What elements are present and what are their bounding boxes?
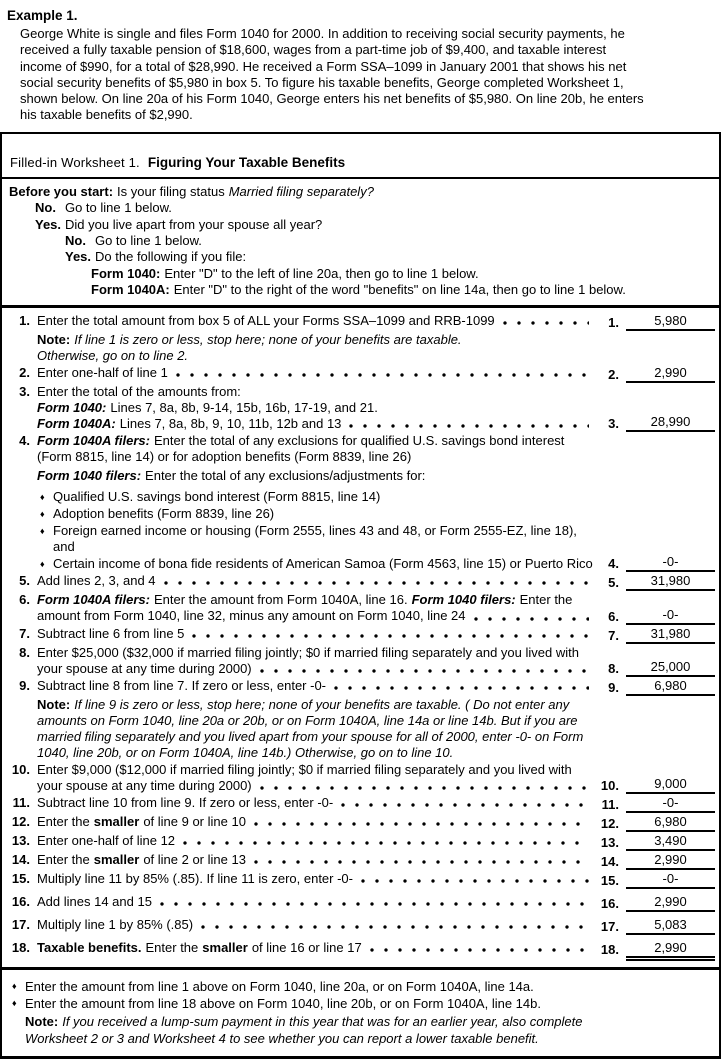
example-body-row: George White is single and files Form 1040 for 2000. In addition to receiving social security payments, he [20, 26, 625, 41]
amount-line-number: 5. [608, 575, 619, 591]
line-text-block [37, 384, 595, 432]
line-text: Subtract line 6 from line 5 [37, 625, 185, 641]
line-amount [597, 365, 715, 383]
amount-value-final: 2,990 [626, 940, 715, 958]
amount-line-number: 11. [601, 797, 619, 813]
worksheet-line-6 [4, 592, 715, 624]
amount-line-number: 13. [600, 835, 619, 851]
line-text: Subtract line 10 from line 9. If zero or less, enter -0- [37, 795, 334, 811]
amount-line-number: 16. [600, 896, 619, 912]
note-label: Note: [37, 331, 71, 347]
amount-value: 2,990 [626, 365, 715, 383]
amount-value: 2,990 [626, 894, 715, 912]
before-yes2-row [65, 249, 711, 265]
form-1040a-label: Form 1040A: [91, 282, 170, 298]
line-text-block [37, 852, 595, 868]
example-body-row: shown below. On line 20a of his Form 1040, George enters his net benefits of $5,980. On line 20b, he enters [20, 91, 644, 107]
line-text-block [37, 833, 595, 849]
line-text: Multiply line 1 by 85% (.85) [37, 917, 194, 933]
line-text-block [37, 433, 595, 572]
bullet-text: Foreign earned income or housing (Form 2555, lines 43 and 48, or Form 2555-EZ, line 18), [53, 522, 577, 538]
line-text-row: Enter the total of the amounts from: [37, 383, 241, 399]
line-text: Add lines 14 and 15 [37, 894, 152, 910]
line-text-row [37, 313, 595, 329]
line-number: 18. [11, 940, 30, 956]
dot-leader [160, 901, 589, 907]
example-heading: Example 1. [7, 8, 78, 23]
dot-leader [503, 320, 589, 326]
no-text: Go to line 1 below. [94, 233, 202, 248]
amount-value: 2,990 [626, 852, 715, 870]
amount-line-number: 1. [608, 314, 619, 330]
exclusions-bullet-list [37, 489, 595, 572]
note-row: Worksheet 2 or 3 and Worksheet 4 to see whether you can report a lower taxable benefit. [25, 1030, 539, 1046]
form-1040-instruction: Enter "D" to the left of line 20a, then go to line 1 below. [164, 265, 479, 281]
form-1040-filers-text: Enter the [519, 592, 573, 608]
before-you-start-section [2, 179, 719, 305]
line-number: 11. [12, 795, 30, 811]
line-amount [597, 659, 715, 677]
line-text: Add lines 2, 3, and 4 [37, 573, 156, 589]
amount-value: 31,980 [626, 573, 715, 591]
form-1040-filers-text: Enter the total of any exclusions/adjustments for: [145, 468, 426, 484]
amount-line-number: 12. [600, 816, 619, 832]
worksheet-line-18 [4, 940, 715, 958]
line-number: 2. [19, 364, 30, 380]
footer-bullet-item [9, 978, 711, 995]
bullet-text: Adoption benefits (Form 8839, line 26) [53, 505, 275, 521]
worksheet-line-9 [4, 678, 715, 696]
dot-leader [254, 821, 589, 827]
form-1040a-filers-label: Form 1040A filers: [37, 433, 150, 449]
dot-leader [192, 633, 589, 639]
worksheet-box [0, 132, 721, 1059]
bullet-text: Qualified U.S. savings bond interest (Form 8815, line 14) [53, 489, 381, 505]
bullet-text: Certain income of bona fide residents of American Samoa (Form 4563, line 15) or Puerto Rico [53, 555, 593, 571]
amount-line-number: 15. [600, 873, 619, 889]
bullet-icon: ♦ [12, 998, 17, 1009]
note-label: Note: [37, 696, 71, 712]
line-text-block [37, 814, 595, 830]
note-row: Otherwise, go on to line 2. [37, 347, 189, 363]
worksheet-lines-section [2, 308, 719, 968]
line-amount [597, 414, 715, 432]
dot-leader [370, 947, 589, 953]
note-label: Note: [25, 1014, 59, 1030]
worksheet-line-2 [4, 365, 715, 383]
example-body [7, 26, 713, 124]
line-text-block [37, 626, 595, 642]
line-number: 17. [11, 917, 30, 933]
amount-line-number: 10. [600, 778, 619, 794]
line-number: 8. [19, 644, 30, 660]
line-9-note [37, 697, 715, 761]
amount-value: -0- [626, 871, 715, 889]
form-1040-filers-label: Form 1040 filers: [37, 468, 142, 484]
note-text: If line 9 is zero or less, stop here; none of your benefits are taxable. ( Do not enter any [74, 696, 570, 712]
line-text-block [37, 795, 595, 811]
line-text-row2 [37, 608, 595, 624]
line-text-row [37, 940, 595, 956]
note-row: amounts on Form 1040, line 20a or 20b, or on Form 1040A, line 14a or line 14b. But if you are [37, 712, 578, 728]
bullet-icon: ♦ [12, 981, 17, 992]
amount-line-number: 17. [600, 919, 619, 935]
form-1040a-filers-row [37, 433, 595, 449]
worksheet-title [2, 134, 719, 177]
bullet-icon: ♦ [40, 492, 45, 503]
line-text: Multiply line 11 by 85% (.85). If line 11 is zero, enter -0- [37, 871, 353, 887]
bullet-icon: ♦ [40, 508, 45, 519]
bullet-item [37, 506, 595, 523]
amount-value: -0- [626, 554, 715, 572]
form-1040a-filers-text: Enter the amount from Form 1040A, line 16. [153, 592, 408, 608]
line-text: your spouse at any time during 2000) [37, 660, 252, 676]
line-text: Enter the total amount from box 5 of ALL your Forms SSA–1099 and RRB-1099 [37, 312, 495, 328]
amount-value: 5,980 [626, 313, 715, 331]
worksheet-line-7 [4, 626, 715, 644]
amount-value: 6,980 [626, 678, 715, 696]
amount-line-number: 7. [608, 627, 619, 643]
line-amount [597, 776, 715, 794]
dot-leader [260, 668, 589, 674]
line-amount [597, 607, 715, 625]
worksheet-line-15 [4, 871, 715, 889]
line-number: 3. [19, 383, 30, 399]
amount-line-number: 18. [600, 942, 619, 958]
amount-value: 3,490 [626, 833, 715, 851]
line-text-row [37, 814, 595, 830]
line-text-row [37, 573, 595, 589]
footer-bullet-text: Enter the amount from line 1 above on Form 1040, line 20a, or on Form 1040A, line 14a. [25, 979, 534, 995]
worksheet-footer [2, 970, 719, 1056]
line-text: your spouse at any time during 2000) [37, 778, 252, 794]
worksheet-line-3 [4, 384, 715, 432]
note-row [37, 332, 715, 348]
final-lines-group [4, 871, 715, 958]
line-text-bold: smaller [93, 852, 140, 868]
amount-value: 28,990 [626, 414, 715, 432]
line-amount [597, 894, 715, 912]
yes-label: Yes. [35, 216, 62, 232]
line-number: 12. [11, 814, 30, 830]
line-text-block [37, 871, 595, 887]
line-text: of line 9 or line 10 [143, 814, 246, 830]
form-1040a-text: Lines 7, 8a, 8b, 9, 10, 11b, 12b and 13 [119, 416, 342, 431]
line-amount [597, 313, 715, 331]
form-1040a-filers-label: Form 1040A filers: [37, 592, 150, 608]
dot-leader [164, 580, 589, 586]
line-text-row [37, 678, 595, 694]
line-text-block [37, 313, 595, 329]
dot-leader [260, 785, 589, 791]
line-number: 4. [19, 433, 30, 449]
line-number: 13. [11, 833, 30, 849]
worksheet-title-text: Figuring Your Taxable Benefits [147, 154, 346, 170]
line-text-bold: smaller [202, 940, 248, 956]
form-1040-label: Form 1040: [91, 265, 161, 281]
note-row [25, 1014, 711, 1031]
example-body-row: social security benefits of $5,980 in box 5. To figure his taxable benefits, George completed Worksheet 1, [20, 74, 624, 90]
amount-line-number: 8. [608, 660, 619, 676]
line-text: Enter one-half of line 12 [37, 833, 176, 849]
worksheet-line-5 [4, 573, 715, 591]
line-text-block [37, 894, 595, 910]
bullet-item [37, 556, 595, 573]
dot-leader [201, 924, 589, 930]
line-text-row [37, 871, 595, 887]
dot-leader [349, 423, 589, 429]
line-text: Enter one-half of line 1 [37, 364, 168, 380]
line-text-row [37, 894, 595, 910]
note-row: married filing separately and you lived apart from your spouse for all of 2000, enter -0- on Form [37, 728, 584, 744]
yes-text: Do the following if you file: [95, 249, 247, 265]
bullet-item [37, 489, 595, 506]
line-amount [597, 940, 715, 958]
form-1040-filers-row [37, 468, 595, 484]
line-amount [597, 626, 715, 644]
amount-value: 25,000 [626, 659, 715, 677]
before-no2-row [65, 233, 711, 249]
dot-leader [361, 878, 589, 884]
before-yes1-row [35, 217, 711, 233]
form-1040a-instruction: Enter "D" to the right of the word "benefits" on line 14a, then go to line 1 below. [173, 282, 626, 298]
worksheet-line-16 [4, 894, 715, 912]
before-question-row [9, 184, 711, 200]
note-text: If you received a lump-sum payment in this year that was for an earlier year, also complete [62, 1014, 583, 1030]
line-text-row2 [37, 661, 595, 677]
line-text-bold-lead: Taxable benefits. [37, 940, 142, 956]
line-number: 15. [11, 871, 30, 887]
form-1040a-row [37, 416, 595, 432]
before-form1040-row [91, 266, 711, 282]
line-text: of line 16 or line 17 [251, 940, 362, 956]
footer-bullet-item [9, 995, 711, 1012]
bullet-icon: ♦ [40, 525, 45, 536]
no-text: Go to line 1 below. [64, 200, 172, 216]
line-text-bold: smaller [93, 814, 140, 830]
footer-bullet-text: Enter the amount from line 18 above on Form 1040, line 20b, or on Form 1040A, line 14b. [25, 996, 541, 1012]
worksheet-line-12 [4, 814, 715, 832]
note-row: 1040, line 20b, or on Form 1040A, line 14b.) Otherwise, go on to line 10. [37, 745, 454, 760]
worksheet-line-10 [4, 762, 715, 794]
line-amount [597, 814, 715, 832]
line-text-block [37, 592, 595, 624]
line-amount [597, 573, 715, 591]
amount-value: 31,980 [626, 626, 715, 644]
yes-label: Yes. [65, 249, 92, 265]
before-question-status: Married filing separately? [228, 183, 374, 199]
line-amount [597, 852, 715, 870]
before-no1-row [35, 200, 711, 216]
amount-value: 9,000 [626, 776, 715, 794]
line-text-block [37, 762, 595, 794]
yes-text: Did you live apart from your spouse all year? [65, 216, 323, 232]
bullet-text-continuation: and [53, 539, 75, 555]
line-text-block [37, 573, 595, 589]
line-text-row [37, 795, 595, 811]
line-text-block [37, 917, 595, 933]
amount-line-number: 3. [608, 416, 619, 432]
line-number: 1. [19, 312, 30, 328]
amount-value: 6,980 [626, 814, 715, 832]
dot-leader [474, 616, 590, 622]
before-label: Before you start: [9, 183, 114, 199]
note-row [37, 697, 715, 713]
example-body-row: income of $990, for a total of $28,990. He received a Form SSA–1099 in January 2001 that shows his net [20, 58, 627, 74]
worksheet-line-11 [4, 795, 715, 813]
line-amount [597, 678, 715, 696]
form-1040-filers-label: Form 1040 filers: [411, 592, 516, 608]
line-amount [597, 871, 715, 889]
line-text-block [37, 940, 595, 956]
dot-leader [334, 685, 589, 691]
amount-line-number: 6. [608, 608, 619, 624]
line-text-block [37, 365, 595, 381]
worksheet-line-8 [4, 645, 715, 677]
line-amount [597, 833, 715, 851]
line-amount [597, 917, 715, 935]
line-text: Enter the [37, 814, 90, 830]
line-text-row: Enter $25,000 ($32,000 if married filing jointly; $0 if married filing separately and you lived with [37, 644, 579, 660]
example-body-row: received a fully taxable pension of $18,600, wages from a part-time job of $9,400, and taxable interest [20, 42, 607, 58]
line-number: 5. [19, 573, 30, 589]
line-amount [597, 795, 715, 813]
worksheet-line-4 [4, 433, 715, 572]
worksheet-line-17 [4, 917, 715, 935]
line-text: Subtract line 8 from line 7. If zero or less, enter -0- [37, 677, 327, 693]
line-text-row [37, 917, 595, 933]
example-body-row: his taxable benefits of $2,990. [20, 107, 193, 123]
form-1040-row [37, 400, 595, 416]
line-1-note [37, 332, 715, 364]
form-1040-text: Lines 7, 8a, 8b, 9-14, 15b, 16b, 17-19, and 21. [110, 399, 378, 415]
line-text-row [37, 852, 595, 868]
dot-leader [176, 372, 589, 378]
line-text-row [37, 833, 595, 849]
line-amount [597, 554, 715, 572]
amount-line-number: 4. [608, 556, 619, 572]
line-text-row2 [37, 778, 595, 794]
amount-value: -0- [626, 607, 715, 625]
line-text-row: Enter $9,000 ($12,000 if married filing jointly; $0 if married filing separately and you lived with [37, 762, 572, 778]
worksheet-line-13 [4, 833, 715, 851]
before-form1040a-row [91, 282, 711, 298]
footer-note [25, 1014, 711, 1047]
form-1040a-label: Form 1040A: [37, 416, 116, 431]
dot-leader [183, 840, 589, 846]
line-number: 9. [19, 677, 30, 693]
amount-line-number: 2. [608, 366, 619, 382]
example-section [0, 6, 721, 128]
dot-leader [341, 802, 589, 808]
line-number: 10. [11, 762, 30, 778]
line-text-row [37, 592, 595, 608]
line-number: 14. [11, 852, 30, 868]
note-text: If line 1 is zero or less, stop here; none of your benefits are taxable. [74, 331, 462, 347]
line-text: of line 2 or line 13 [143, 852, 246, 868]
form-1040a-filers-row2: (Form 8815, line 14) or for adoption benefits (Form 8839, line 26) [37, 449, 412, 465]
before-question: Is your filing status [117, 183, 225, 199]
line-text-row [37, 626, 595, 642]
line-text: Enter the [37, 852, 90, 868]
line-number: 16. [11, 894, 30, 910]
line-text-block [37, 678, 595, 694]
amount-line-number: 14. [600, 854, 619, 870]
line-text-row [37, 365, 595, 381]
worksheet-line-14 [4, 852, 715, 870]
line-text: amount from Form 1040, line 32, minus any amount on Form 1040, line 24 [37, 608, 466, 624]
line-number: 6. [19, 592, 30, 608]
bullet-item [37, 523, 595, 540]
form-1040a-filers-text: Enter the total of any exclusions for qualified U.S. savings bond interest [153, 433, 565, 449]
worksheet-title-prefix: Filled-in Worksheet 1. [10, 154, 140, 170]
dot-leader [254, 859, 589, 865]
amount-line-number: 9. [608, 679, 619, 695]
no-label: No. [65, 233, 86, 248]
no-label: No. [35, 200, 56, 216]
bullet-icon: ♦ [40, 558, 45, 569]
line-text-block [37, 645, 595, 677]
form-1040-label: Form 1040: [37, 399, 107, 415]
amount-value: -0- [626, 795, 715, 813]
worksheet-line-1 [4, 313, 715, 331]
line-number: 7. [19, 625, 30, 641]
line-text: Enter the [145, 940, 199, 956]
amount-value: 5,083 [626, 917, 715, 935]
